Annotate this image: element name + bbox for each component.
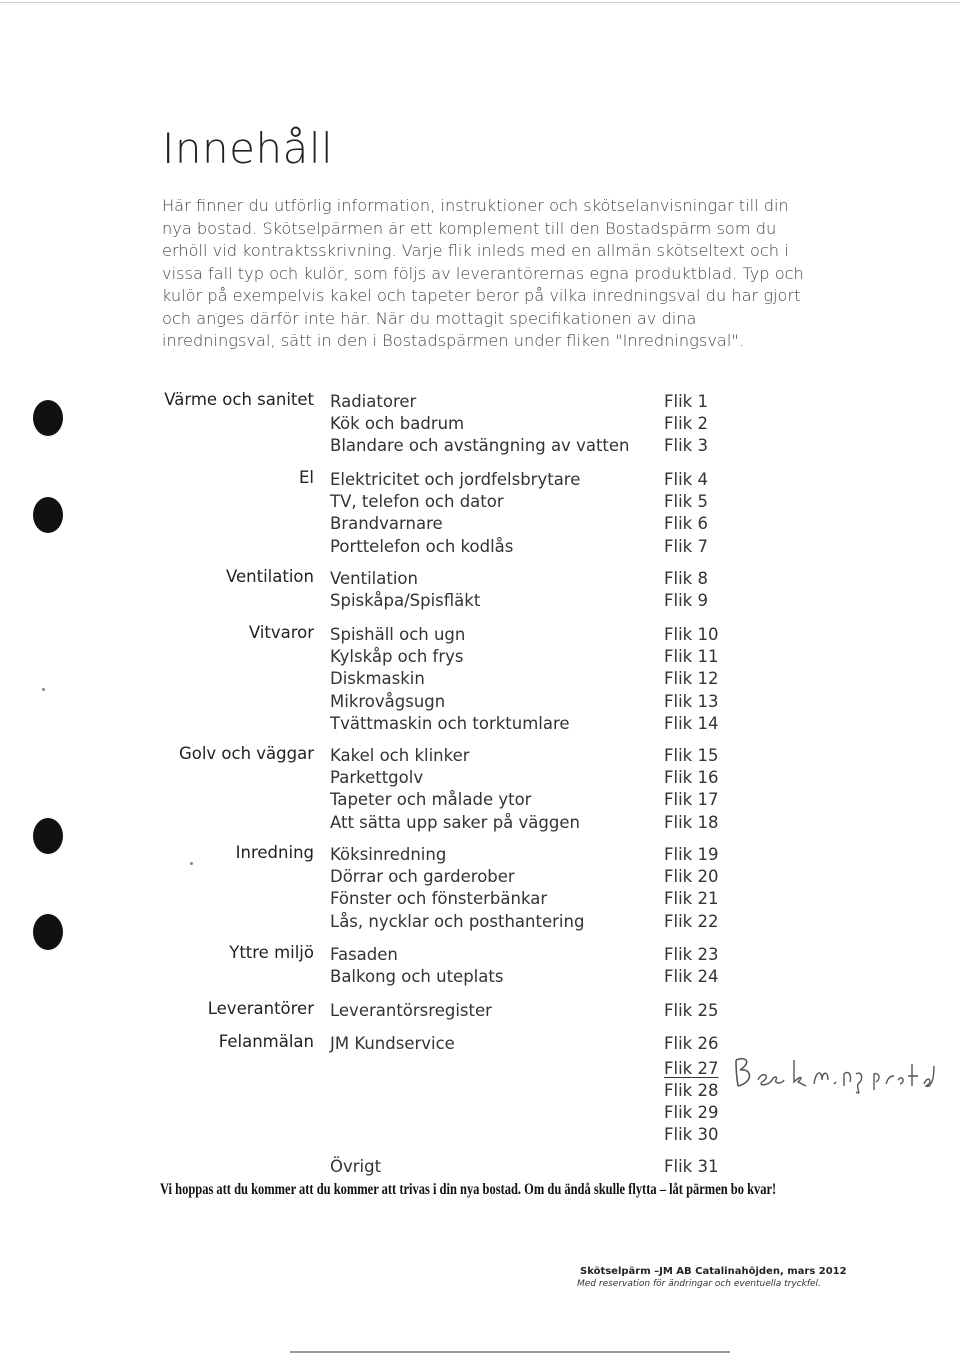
- toc-entry-flik: Flik 26: [664, 1034, 719, 1053]
- toc-extra-flik: Flik 28: [664, 1081, 719, 1100]
- top-edge-line: [0, 2, 960, 3]
- bottom-edge-line: [290, 1351, 730, 1353]
- toc-entry-flik: Flik 15: [664, 746, 719, 765]
- toc-entry-name: Tvättmaskin och torktumlare: [330, 713, 570, 733]
- toc-entry-flik: Flik 6: [664, 514, 708, 534]
- toc-entry-flik: Flik 23: [664, 945, 719, 964]
- toc-entry-name: Köksinredning: [330, 845, 447, 864]
- toc-entry-name: Radiatorer: [330, 392, 417, 411]
- toc-entry-flik: Flik 5: [664, 492, 708, 512]
- toc-entry-flik: Flik 21: [664, 889, 719, 909]
- scan-speck: [42, 688, 45, 691]
- toc-category: Vitvaror: [248, 623, 314, 642]
- footer-publisher-line: Skötselpärm –JM AB Catalinahöjden, mars 2012: [580, 1266, 847, 1277]
- toc-extra-flik: Flik 29: [664, 1103, 719, 1122]
- toc-entry-name: Spishäll och ugn: [330, 625, 466, 644]
- toc-entry-name: Mikrovågsugn: [330, 691, 446, 711]
- toc-entry-flik: Flik 22: [664, 911, 719, 931]
- toc-entry-flik: Flik 16: [664, 768, 719, 788]
- toc-entry-name: Spiskåpa/Spisfläkt: [330, 591, 481, 611]
- toc-entry-name: Tapeter och målade ytor: [330, 790, 532, 810]
- punch-hole: [33, 497, 63, 533]
- page-title: Innehåll: [162, 124, 334, 173]
- toc-category: Felanmälan: [218, 1032, 314, 1051]
- toc-entry-flik: Flik 24: [664, 967, 719, 987]
- toc-entry-name: Diskmaskin: [330, 669, 425, 689]
- toc-entry-name: Övrigt: [330, 1157, 382, 1176]
- toc-entry-name: Kakel och klinker: [330, 746, 470, 765]
- toc-entry-flik: Flik 20: [664, 867, 719, 887]
- toc-entry-name: Ventilation: [330, 569, 418, 588]
- toc-entry-name: JM Kundservice: [330, 1034, 455, 1053]
- toc-entry-flik: Flik 19: [664, 845, 719, 864]
- toc-extra-flik: Flik 27: [664, 1059, 719, 1078]
- footer-disclaimer: Med reservation för ändringar och eventuella tryckfel.: [577, 1279, 821, 1289]
- toc-entry-flik: Flik 8: [664, 569, 708, 588]
- toc-category: Golv och väggar: [178, 744, 314, 763]
- punch-hole: [33, 400, 63, 436]
- toc-entry-flik: Flik 3: [664, 436, 708, 456]
- toc-category: Ventilation: [226, 567, 314, 586]
- toc-entry-flik: Flik 10: [664, 625, 719, 644]
- toc-entry-flik: Flik 4: [664, 470, 708, 489]
- toc-entry-name: Porttelefon och kodlås: [330, 536, 514, 556]
- toc-entry-name: Elektricitet och jordfelsbrytare: [330, 470, 581, 489]
- toc-entry-name: Balkong och uteplats: [330, 967, 504, 987]
- toc-category: Leverantörer: [207, 999, 314, 1018]
- toc-entry-name: Fasaden: [330, 945, 398, 964]
- punch-hole: [33, 818, 63, 854]
- toc-entry-name: Fönster och fönsterbänkar: [330, 889, 548, 909]
- toc-entry-name: Blandare och avstängning av vatten: [330, 436, 630, 456]
- toc-entry-name: Parkettgolv: [330, 768, 424, 788]
- toc-entry-flik: Flik 11: [664, 647, 719, 667]
- toc-entry-name: TV, telefon och dator: [330, 492, 504, 512]
- handwritten-note: [730, 1050, 940, 1096]
- toc-entry-flik: Flik 25: [664, 1001, 719, 1020]
- handwriting-scribble: [730, 1050, 940, 1096]
- toc-category: Värme och sanitet: [164, 390, 314, 409]
- toc-entry-flik: Flik 7: [664, 536, 708, 556]
- toc-entry-flik: Flik 13: [664, 691, 719, 711]
- punch-hole: [33, 914, 63, 950]
- toc-entry-flik: Flik 18: [664, 812, 719, 832]
- toc-entry-flik: Flik 9: [664, 591, 708, 611]
- scan-speck: [190, 862, 193, 865]
- toc-entry-name: Lås, nycklar och posthantering: [330, 911, 585, 931]
- toc-entry-flik: Flik 14: [664, 713, 719, 733]
- toc-category: El: [298, 468, 314, 487]
- toc-entry-flik: Flik 2: [664, 414, 708, 434]
- toc-extra-flik: Flik 30: [664, 1125, 719, 1144]
- toc-entry-flik: Flik 1: [664, 392, 708, 411]
- toc-entry-name: Att sätta upp saker på väggen: [330, 812, 580, 832]
- toc-entry-name: Kök och badrum: [330, 414, 465, 434]
- toc-entry-name: Brandvarnare: [330, 514, 443, 534]
- closing-message: Vi hoppas att du kommer att du kommer att trivas i din nya bostad. Om du ändå skulle flytta – låt pärmen bo kvar!: [160, 1181, 777, 1198]
- toc-entry-name: Dörrar och garderober: [330, 867, 515, 887]
- toc-entry-name: Kylskåp och frys: [330, 647, 464, 667]
- toc-category: Inredning: [235, 843, 314, 862]
- toc-entry-flik: Flik 31: [664, 1157, 719, 1176]
- toc-category: Yttre miljö: [229, 943, 314, 962]
- toc-entry-flik: Flik 12: [664, 669, 719, 689]
- toc-entry-name: Leverantörsregister: [330, 1001, 492, 1020]
- toc-entry-flik: Flik 17: [664, 790, 719, 810]
- intro-paragraph: Här finner du utförlig information, instruktioner och skötselanvisningar till din nya bostad. Skötselpärmen är ett komplement till den Bostadspärm som du erhöll vid kontraktsskrivning. Varje flik inleds med en allmän skötseltext och i vissa fall typ och kulör, som följs av leverantörernas egna produktblad. Typ och kulör på exempelvis kakel och tapeter beror på vilka inredningsval du har gjort och anges därför inte här. När du mottagit specifikationen av dina inredningsval, sätt in den i Bostadspärmen under fliken "Inredningsval".: [162, 196, 804, 350]
